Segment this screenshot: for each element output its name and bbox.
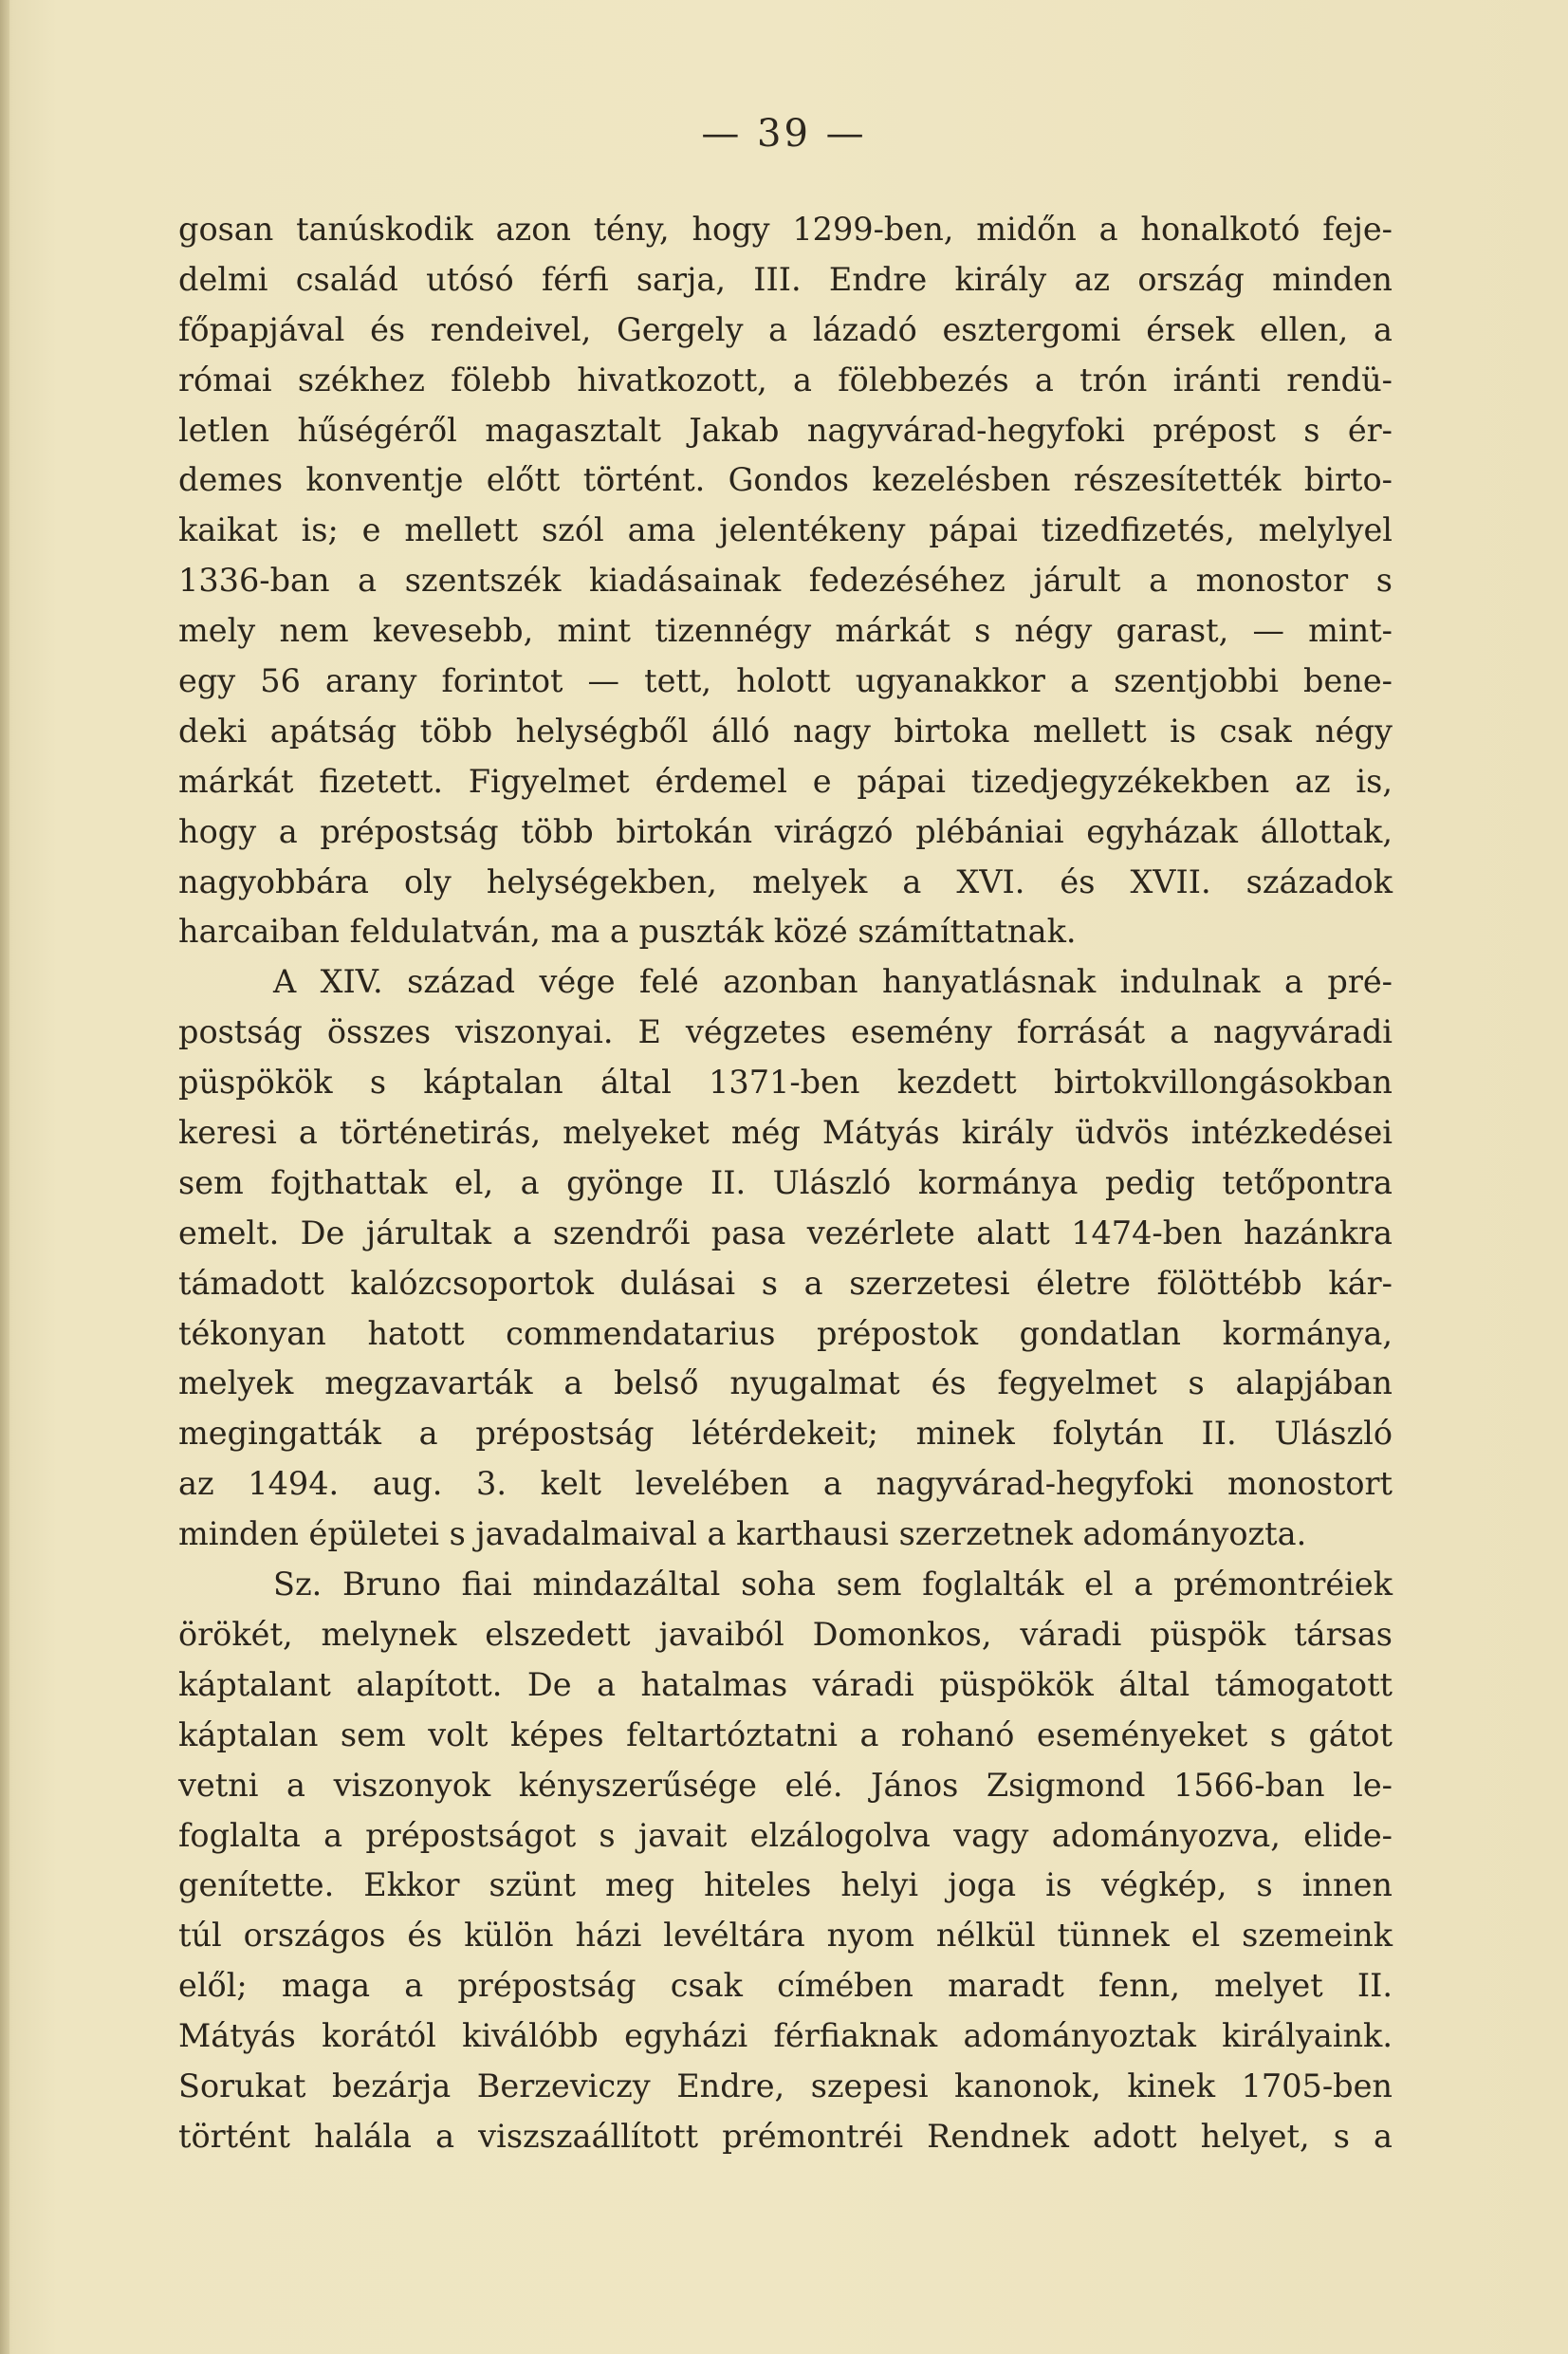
text-line: delmi család utósó férfi sarja, III. Endre király az ország minden (178, 260, 1393, 298)
text-line: kaikat is; e mellett szól ama jelentékeny pápai tizedfizetés, melylyel (178, 511, 1393, 549)
text-line: örökét, melynek elszedett javaiból Domonkos, váradi püspök társas (178, 1615, 1393, 1653)
text-line: káptalant alapított. De a hatalmas váradi püspökök által támogatott (178, 1665, 1393, 1703)
text-line: A XIV. század vége felé azonban hanyatlásnak indulnak a pré- (273, 963, 1393, 1001)
text-line: főpapjával és rendeivel, Gergely a lázadó esztergomi érsek ellen, a (178, 310, 1393, 348)
body-text (178, 205, 1393, 2162)
text-line: római székhez fölebb hivatkozott, a fölebbezés a trón iránti rendü- (178, 361, 1393, 399)
text-line: nagyobbára oly helységekben, melyek a XVI. és XVII. századok (178, 862, 1393, 900)
text-line: Sorukat bezárja Berzeviczy Endre, szepesi kanonok, kinek 1705-ben (178, 2067, 1393, 2104)
text-line: gosan tanúskodik azon tény, hogy 1299-ben, midőn a honalkotó feje- (178, 211, 1393, 248)
text-line: minden épületei s javadalmaival a karthausi szerzetnek adományozta. (178, 1515, 1307, 1553)
text-line: keresi a történetirás, melyeket még Mátyás király üdvös intézkedései (178, 1114, 1393, 1152)
text-line: tékonyan hatott commendatarius prépostok gondatlan kormánya, (178, 1314, 1393, 1352)
text-line: támadott kalózcsoportok dulásai s a szerzetesi életre fölöttébb kár- (178, 1264, 1393, 1302)
text-line: történt halála a viszszaállított prémontréi Rendnek adott helyet, s a (178, 2117, 1393, 2155)
page-number: — 39 — (701, 112, 867, 156)
text-line: túl országos és külön házi levéltára nyom nélkül tünnek el szemeink (178, 1917, 1393, 1955)
text-line: káptalan sem volt képes feltartóztatni a rohanó eseményeket s gátot (178, 1715, 1393, 1753)
text-line: letlen hűségéről magasztalt Jakab nagyvárad-hegyfoki prépost s ér- (178, 411, 1393, 449)
text-line: mely nem kevesebb, mint tizennégy márkát s négy garast, — mint- (178, 612, 1393, 650)
text-line: Sz. Bruno fiai mindazáltal soha sem foglalták el a prémontréiek (273, 1566, 1393, 1603)
text-line: Mátyás korától kiválóbb egyházi férfiaknak adományoztak királyaink. (178, 2017, 1393, 2055)
text-line: hogy a prépostság több birtokán virágzó plébániai egyházak állottak, (178, 812, 1393, 850)
text-line: az 1494. aug. 3. kelt levelében a nagyvárad-hegyfoki monostort (178, 1465, 1393, 1503)
text-line: elől; maga a prépostság csak címében maradt fenn, melyet II. (178, 1967, 1393, 2005)
text-line: foglalta a prépostságot s javait elzálogolva vagy adományozva, elide- (178, 1816, 1393, 1854)
text-line: megingatták a prépostság létérdekeit; minek folytán II. Ulászló (178, 1415, 1393, 1453)
text-line: demes konventje előtt történt. Gondos kezelésben részesítették birto- (178, 461, 1393, 499)
text-line: postság összes viszonyai. E végzetes esemény forrását a nagyváradi (178, 1013, 1393, 1051)
text-line: sem fojthattak el, a gyönge II. Ulászló kormánya pedig tetőpontra (178, 1163, 1393, 1201)
text-line: melyek megzavarták a belső nyugalmat és fegyelmet s alapjában (178, 1364, 1393, 1402)
text-line: egy 56 arany forintot — tett, holott ugyanakkor a szentjobbi bene- (178, 662, 1393, 700)
text-line: emelt. De járultak a szendrői pasa vezérlete alatt 1474-ben hazánkra (178, 1214, 1393, 1251)
text-line: deki apátság több helységből álló nagy birtoka mellett is csak négy (178, 712, 1393, 750)
text-line: 1336-ban a szentszék kiadásainak fedezéséhez járult a monostor s (178, 562, 1393, 600)
text-line: püspökök s káptalan által 1371-ben kezdett birtokvillongásokban (178, 1064, 1393, 1102)
text-line: genítette. Ekkor szünt meg hiteles helyi joga is végkép, s innen (178, 1866, 1393, 1904)
text-line: vetni a viszonyok kényszerűsége elé. János Zsigmond 1566-ban le- (178, 1766, 1393, 1804)
text-line: márkát fizetett. Figyelmet érdemel e pápai tizedjegyzékekben az is, (178, 762, 1393, 800)
text-line: harcaiban feldulatván, ma a puszták közé számíttatnak. (178, 913, 1077, 951)
page-binding-edge (0, 0, 9, 2354)
